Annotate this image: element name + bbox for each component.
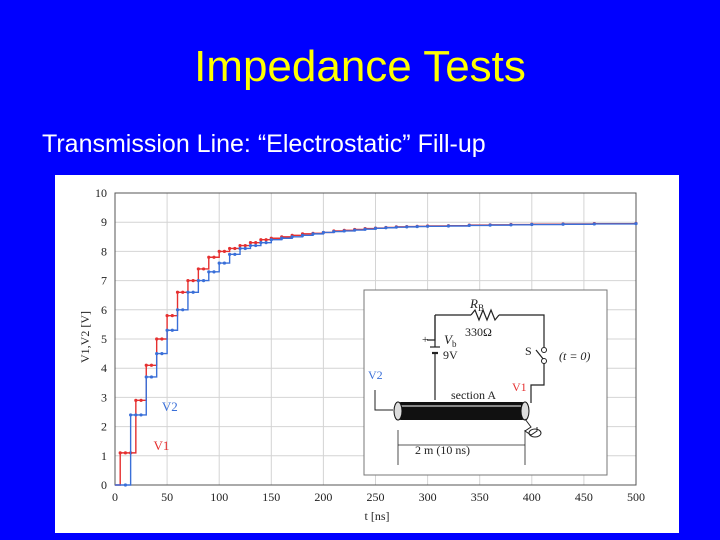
y-tick-label: 2 <box>101 419 107 434</box>
data-point-v1 <box>238 244 241 247</box>
vb-value: 9V <box>443 348 458 362</box>
data-point-v2 <box>186 291 189 294</box>
y-tick-label: 7 <box>101 273 107 288</box>
inset-v2-label: V2 <box>368 368 383 382</box>
slide-subtitle: Transmission Line: “Electrostatic” Fill-up <box>42 130 486 158</box>
y-tick-label: 4 <box>101 361 107 376</box>
x-tick-label: 350 <box>470 490 489 504</box>
data-point-v1 <box>176 291 179 294</box>
x-tick-label: 250 <box>366 490 385 504</box>
data-point-v1 <box>150 364 153 367</box>
data-point-v1 <box>244 244 247 247</box>
data-point-v2 <box>301 234 304 237</box>
data-point-v2 <box>155 352 158 355</box>
data-point-v2 <box>254 244 257 247</box>
data-point-v1 <box>264 238 267 241</box>
cable-end-right <box>521 402 529 420</box>
data-point-v2 <box>447 224 450 227</box>
data-point-v2 <box>176 308 179 311</box>
switch-contact-top <box>542 348 547 353</box>
rb-label: $R_B$ <box>470 296 484 313</box>
data-point-v2 <box>223 261 226 264</box>
data-point-v1 <box>254 241 257 244</box>
data-point-v1 <box>202 267 205 270</box>
data-point-v2 <box>228 253 231 256</box>
data-point-v2 <box>509 223 512 226</box>
data-point-v1 <box>192 279 195 282</box>
data-point-v1 <box>145 364 148 367</box>
data-point-v1 <box>124 451 127 454</box>
data-point-v2 <box>593 222 596 225</box>
annotation-v1: V1 <box>153 437 170 453</box>
data-point-v2 <box>374 227 377 230</box>
x-tick-label: 450 <box>574 490 593 504</box>
data-point-v2 <box>426 225 429 228</box>
data-point-v2 <box>384 226 387 229</box>
data-point-v2 <box>233 253 236 256</box>
data-point-v2 <box>259 241 262 244</box>
data-point-v2 <box>139 413 142 416</box>
x-tick-label: 150 <box>262 490 281 504</box>
data-point-v2 <box>160 352 163 355</box>
y-axis-label: V1,V2 [V] <box>78 311 92 363</box>
data-point-v2 <box>238 247 241 250</box>
circuit-inset <box>364 290 607 475</box>
data-point-v2 <box>129 413 132 416</box>
x-tick-label: 50 <box>161 490 174 504</box>
data-point-v2 <box>150 375 153 378</box>
data-point-v1 <box>119 451 122 454</box>
switch-contact-bottom <box>542 359 547 364</box>
data-point-v2 <box>468 224 471 227</box>
switch-label: S <box>525 344 532 358</box>
data-point-v2 <box>192 291 195 294</box>
data-point-v2 <box>416 225 419 228</box>
data-point-v2 <box>353 228 356 231</box>
data-point-v1 <box>160 337 163 340</box>
inset-v1-label: V1 <box>512 380 527 394</box>
data-point-v2 <box>166 329 169 332</box>
y-tick-label: 8 <box>101 244 107 259</box>
data-point-v2 <box>291 235 294 238</box>
data-point-v1 <box>181 291 184 294</box>
data-point-v1 <box>218 250 221 253</box>
data-point-v2 <box>197 279 200 282</box>
x-tick-label: 400 <box>522 490 541 504</box>
data-point-v2 <box>395 226 398 229</box>
data-point-v2 <box>322 231 325 234</box>
chart <box>55 175 679 533</box>
data-point-v1 <box>155 337 158 340</box>
annotation-v2: V2 <box>161 398 178 414</box>
data-point-v1 <box>207 256 210 259</box>
data-point-v1 <box>233 247 236 250</box>
data-point-v1 <box>249 241 252 244</box>
data-point-v1 <box>139 399 142 402</box>
data-point-v1 <box>212 256 215 259</box>
y-tick-label: 3 <box>101 390 107 405</box>
data-point-v2 <box>145 375 148 378</box>
switch-time: (t = 0) <box>559 349 591 363</box>
data-point-v2 <box>171 329 174 332</box>
data-point-v2 <box>363 228 366 231</box>
data-point-v2 <box>124 483 127 486</box>
data-point-v2 <box>134 413 137 416</box>
data-point-v2 <box>202 279 205 282</box>
data-point-v2 <box>207 270 210 273</box>
coax-cable <box>398 402 525 420</box>
cable-end-left <box>394 402 402 420</box>
data-point-v1 <box>186 279 189 282</box>
y-tick-label: 0 <box>101 478 107 492</box>
x-tick-label: 500 <box>627 490 645 504</box>
data-point-v2 <box>311 232 314 235</box>
data-point-v2 <box>181 308 184 311</box>
data-point-v2 <box>489 224 492 227</box>
data-point-v2 <box>332 230 335 233</box>
y-tick-label: 1 <box>101 448 107 463</box>
y-tick-label: 9 <box>101 215 107 230</box>
data-point-v1 <box>197 267 200 270</box>
data-point-v2 <box>218 261 221 264</box>
data-point-v2 <box>405 225 408 228</box>
data-point-v1 <box>134 399 137 402</box>
section-label: section A <box>451 388 496 402</box>
data-point-v1 <box>259 238 262 241</box>
rb-value: 330Ω <box>465 325 492 339</box>
data-point-v2 <box>561 223 564 226</box>
data-point-v1 <box>171 314 174 317</box>
data-point-v2 <box>264 241 267 244</box>
y-tick-label: 10 <box>95 186 107 200</box>
data-point-v1 <box>228 247 231 250</box>
slide-title: Impedance Tests <box>194 42 526 91</box>
y-tick-label: 6 <box>101 302 107 317</box>
data-point-v2 <box>530 223 533 226</box>
data-point-v2 <box>212 270 215 273</box>
data-point-v2 <box>343 229 346 232</box>
x-axis-label: t [ns] <box>364 509 390 523</box>
data-point-v2 <box>280 237 283 240</box>
vb-label: $V_b$ <box>444 332 457 349</box>
data-point-v2 <box>249 244 252 247</box>
x-tick-label: 300 <box>418 490 437 504</box>
data-point-v2 <box>244 247 247 250</box>
data-point-v1 <box>166 314 169 317</box>
x-tick-label: 200 <box>314 490 333 504</box>
data-point-v1 <box>223 250 226 253</box>
battery-plus: + <box>422 334 429 346</box>
y-tick-label: 5 <box>101 332 107 346</box>
length-label: 2 m (10 ns) <box>415 443 470 457</box>
x-tick-label: 0 <box>112 490 118 504</box>
data-point-v2 <box>634 222 637 225</box>
data-point-v2 <box>270 238 273 241</box>
x-tick-label: 100 <box>210 490 229 504</box>
